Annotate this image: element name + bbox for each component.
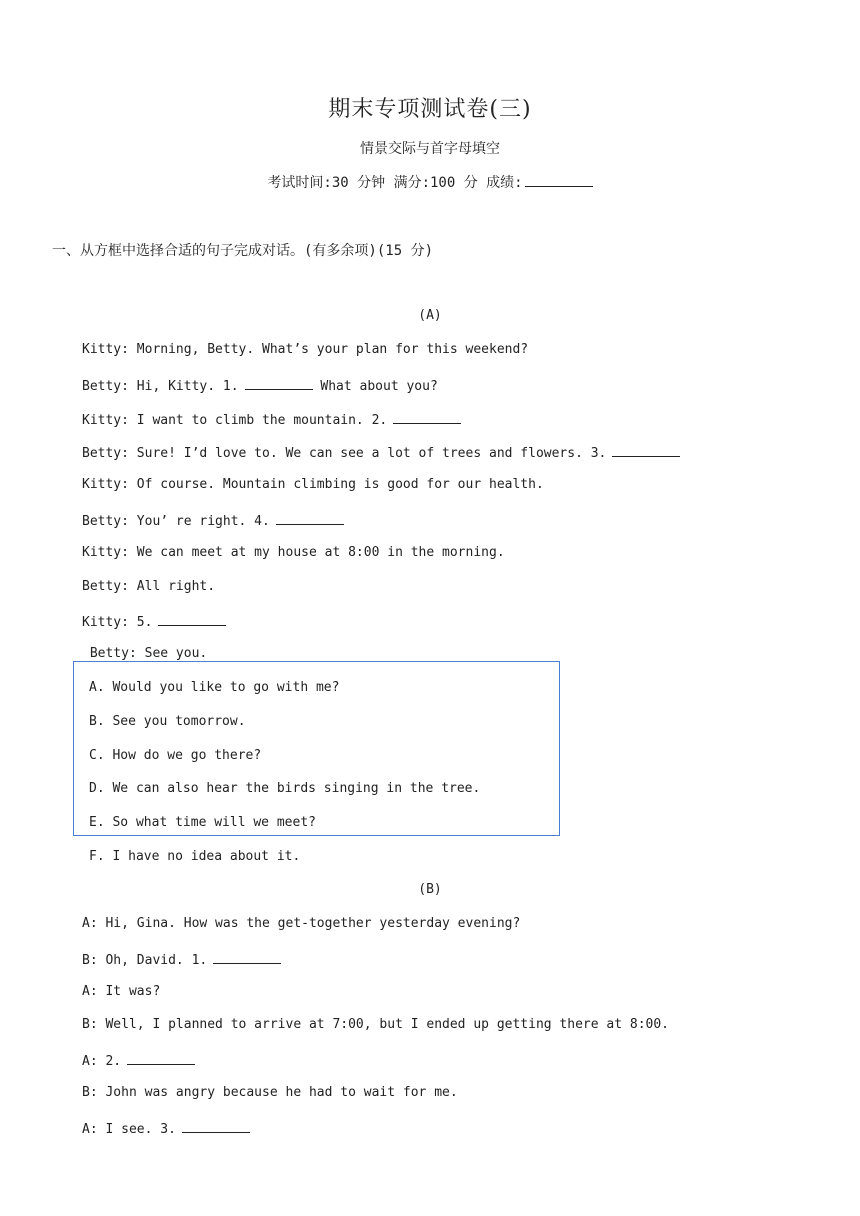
part-a-line	[82, 410, 461, 428]
part-a-line-text: Betty: You’ re right. 4.	[82, 514, 270, 529]
part-b-line-text: A: It was?	[82, 983, 161, 999]
option-item: F. I have no idea about it.	[89, 849, 301, 864]
part-a-line	[82, 477, 544, 492]
part-b-line	[82, 1119, 250, 1137]
part-a-line-text: Betty: All right.	[82, 578, 216, 594]
part-b-label: (B)	[418, 882, 442, 897]
part-a-line	[82, 376, 438, 394]
part-a-line-text: Betty: Hi, Kitty. 1.	[82, 378, 239, 394]
answer-blank[interactable]	[182, 1119, 250, 1133]
answer-blank[interactable]	[245, 376, 313, 390]
option-item: D. We can also hear the birds singing in the tree.	[89, 781, 481, 797]
part-a-line-text: Kitty: I want to climb the mountain. 2.	[82, 412, 388, 428]
part-a-line-text: Betty: See you.	[82, 646, 208, 662]
option-item: B. See you tomorrow.	[89, 713, 246, 729]
part-a-line	[82, 511, 344, 529]
answer-blank[interactable]	[276, 511, 344, 525]
answer-blank[interactable]	[158, 612, 226, 626]
part-a-line-text: Kitty: Morning, Betty. What’s your plan for this weekend?	[82, 342, 529, 357]
part-b-line	[82, 916, 520, 931]
part-b-line	[82, 1051, 195, 1069]
option-item: E. So what time will we meet?	[89, 815, 316, 831]
part-b-line-text: B: Well, I planned to arrive at 7:00, but I ended up getting there at 8:00.	[82, 1017, 669, 1033]
part-b-line	[82, 950, 281, 968]
part-a-line-text: Kitty: We can meet at my house at 8:00 in the morning.	[82, 544, 505, 560]
part-a-line	[82, 646, 207, 661]
part-a-line	[82, 579, 215, 594]
option-item: A. Would you like to go with me?	[89, 680, 340, 695]
part-a-line-text: Kitty: Of course. Mountain climbing is good for our health.	[82, 477, 544, 493]
answer-blank[interactable]	[127, 1051, 195, 1065]
part-b-line-text: A: I see. 3.	[82, 1121, 176, 1137]
part-a-line	[82, 443, 680, 461]
answer-blank[interactable]	[213, 950, 281, 964]
part-a-label: (A)	[418, 308, 442, 323]
page-subtitle: 情景交际与首字母填空	[360, 141, 500, 157]
exam-info-text: 考试时间:30 分钟 满分:100 分 成绩:	[267, 175, 523, 191]
part-b-line-text: A: Hi, Gina. How was the get-together yesterday evening?	[82, 916, 521, 931]
answer-blank[interactable]	[612, 443, 680, 457]
part-b-line	[82, 1085, 458, 1100]
part-a-line-text: Kitty: 5.	[82, 615, 153, 631]
part-b-line	[82, 984, 160, 999]
part-b-line-text: B: Oh, David. 1.	[82, 952, 208, 968]
exam-info	[0, 172, 860, 192]
part-a-line	[82, 545, 505, 560]
part-a-line	[82, 612, 226, 630]
answer-blank[interactable]	[393, 410, 461, 424]
part-b-line-text: B: John was angry because he had to wait for me.	[82, 1085, 458, 1100]
part-b-line-text: A: 2.	[82, 1054, 122, 1070]
part-b-line	[82, 1017, 669, 1032]
page-title: 期末专项测试卷(三)	[328, 97, 532, 122]
part-a-line-after: What about you?	[312, 378, 438, 394]
part-a-line	[82, 342, 528, 357]
option-item: C. How do we go there?	[89, 747, 262, 763]
score-blank[interactable]	[525, 172, 593, 187]
section-heading: 一、从方框中选择合适的句子完成对话。(有多余项)(15 分)	[52, 243, 433, 259]
part-a-line-text: Betty: Sure! I’d love to. We can see a lot of trees and flowers. 3.	[82, 446, 607, 462]
